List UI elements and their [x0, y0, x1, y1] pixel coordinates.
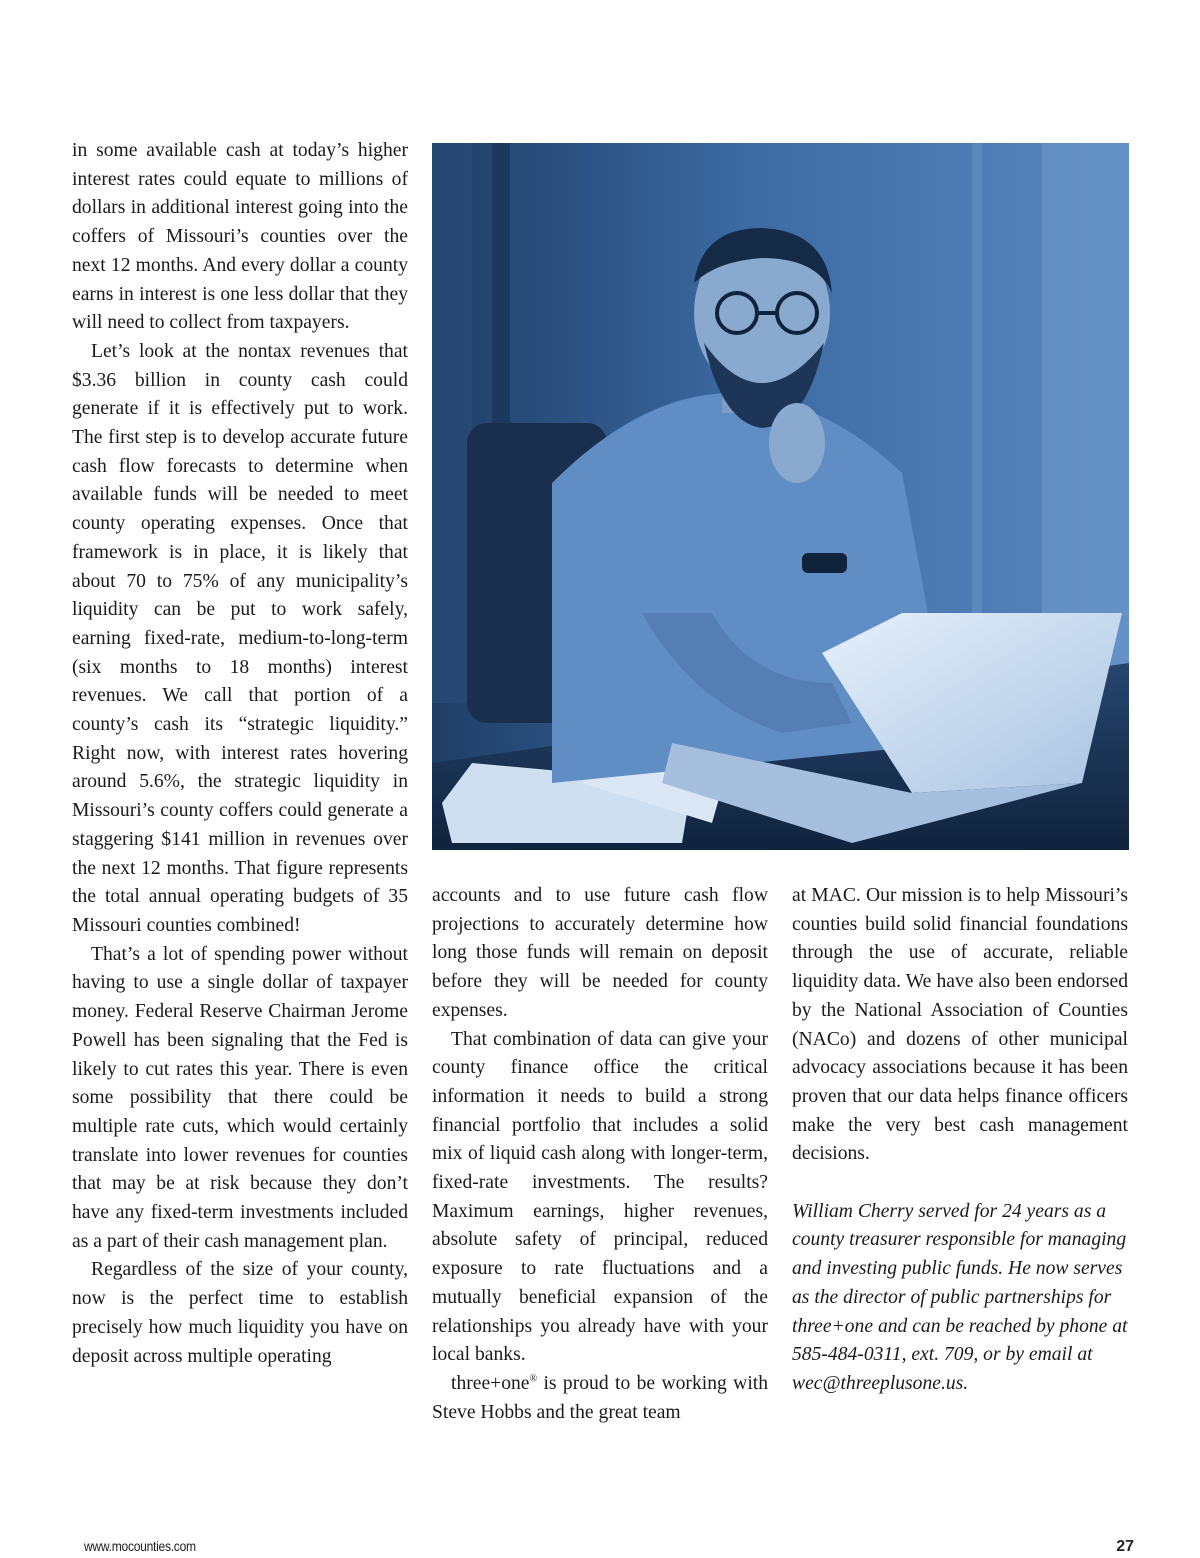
brand-name: three+one [451, 1372, 530, 1394]
paragraph: accounts and to use future cash flow projections to accurately determine how long those funds will remain on deposit before they will be needed for county expenses. [432, 885, 768, 1021]
page-number: 27 [1116, 1538, 1134, 1555]
article-column-1 [72, 137, 408, 1371]
article-column-2 [432, 882, 768, 1427]
paragraph-text: is proud to be working with Steve Hobbs and the great team [432, 1372, 768, 1423]
article-column-3 [792, 882, 1128, 1399]
paragraph: in some available cash at today’s higher interest rates could equate to millions of dollars in additional interest going into the coffers of Missouri’s counties over the next 12 months. And every dollar a county earns in interest is one less dollar that they will need to collect from taxpayers. [72, 140, 408, 334]
paragraph: Let’s look at the nontax revenues that $3.36 billion in county cash could generate if it is effectively put to work. The first step is to develop accurate future cash flow forecasts to determine when available funds will be needed to meet county operating expenses. Once that framework is in place, it is likely that about 70 to 75% of any municipality’s liquidity can be put to work safely, earning fixed-rate, medium-to-long-term (six months to 18 months) interest revenues. We call that portion of a county’s cash its “strategic liquidity.” Right now, with interest rates hovering around 5.6%, the strategic liquidity in Missouri’s county coffers could generate a staggering $141 million in revenues over the next 12 months. That figure represents the total annual operating budgets of 35 Missouri counties combined! [72, 340, 408, 936]
author-bio: William Cherry served for 24 years as a county treasurer responsible for managing and investing public funds. He now serves as the director of public partnerships for three+one and can be reached by phone at 585-484-0311, ext. 709, or by email at wec@threeplusone.us. [792, 1200, 1128, 1394]
man-with-laptop-photo [432, 143, 1129, 850]
registered-mark: ® [529, 1373, 538, 1385]
paragraph: Regardless of the size of your county, now is the perfect time to establish precisely how much liquidity you have on deposit across multiple operating [72, 1259, 408, 1367]
paragraph: That combination of data can give your county finance office the critical information it needs to build a strong financial portfolio that includes a solid mix of liquid cash along with longer-term, fixed-rate investments. The results? Maximum earnings, higher revenues, absolute safety of principal, reduced exposure to rate fluctuations and a mutually beneficial expansion of the relationships you already have with your local banks. [432, 1028, 768, 1366]
paragraph [432, 1370, 768, 1427]
paragraph: That’s a lot of spending power without having to use a single dollar of taxpayer money. Federal Reserve Chairman Jerome Powell has been signaling that the Fed is likely to cut rates this year. There is even some possibility that there could be multiple rate cuts, which would certainly translate into lower revenues for counties that may be at risk because they don’t have any fixed-term investments included as a part of their cash management plan. [72, 943, 408, 1252]
footer-website-url: www.mocounties.com [84, 1538, 196, 1554]
paragraph: at MAC. Our mission is to help Missouri’s counties build solid financial foundations through the use of accurate, reliable liquidity data. We have also been endorsed by the National Association of Counties (NACo) and dozens of other municipal advocacy associations because it has been proven that our data helps finance officers make the very best cash management decisions. [792, 885, 1128, 1165]
